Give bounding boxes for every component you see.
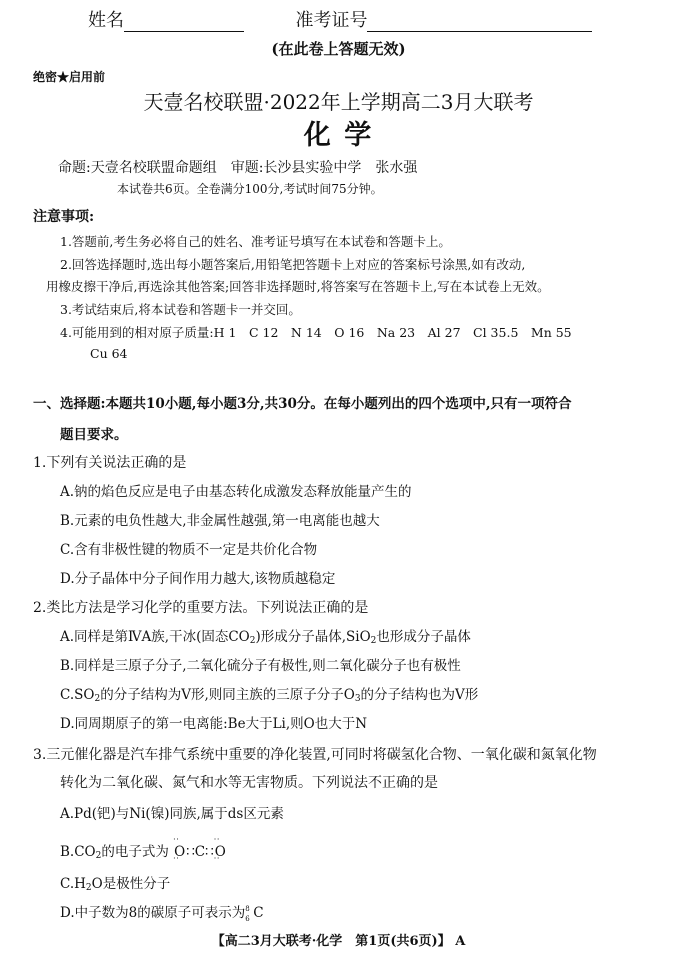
electron-dot-bonds: ∷C∷ <box>186 844 214 860</box>
q3c-text-2: O是极性分子 <box>91 876 171 892</box>
question-2-stem: 2.类比方法是学习化学的重要方法。下列说法正确的是 <box>33 600 369 616</box>
q3c-text-1: C.H <box>60 876 86 892</box>
question-1-stem: 1.下列有关说法正确的是 <box>33 455 187 471</box>
instruction-item: 用橡皮擦干净后,再选涂其他答案;回答非选择题时,将答案写在答题卡上,写在本试卷上无效。 <box>46 279 550 294</box>
q3-option-d[interactable] <box>60 905 264 921</box>
notice-heading: 注意事项: <box>33 209 95 225</box>
q3c-sub: 2 <box>85 883 92 893</box>
candidate-info <box>88 10 592 32</box>
q1-option-a[interactable]: A.钠的焰色反应是电子由基态转化成激发态释放能量产生的 <box>60 484 412 500</box>
subject-title: 化 学 <box>303 120 374 151</box>
name-blank[interactable] <box>124 13 244 32</box>
q2-option-c[interactable] <box>60 687 478 705</box>
q3-option-b[interactable] <box>60 844 227 862</box>
question-3-stem-cont: 转化为二氧化碳、氮气和水等无害物质。下列说法不正确的是 <box>60 775 438 791</box>
invalid-note: (在此卷上答题无效) <box>271 40 406 58</box>
name-label: 姓名 <box>88 10 124 31</box>
instruction-item: 3.考试结束后,将本试卷和答题卡一并交回。 <box>60 302 301 317</box>
q1-option-b[interactable]: B.元素的电负性越大,非金属性越强,第一电离能也越大 <box>60 513 380 529</box>
q1-option-c[interactable]: C.含有非极性键的物质不一定是共价化合物 <box>60 542 318 558</box>
secret-label: 绝密★启用前 <box>33 70 106 84</box>
q2-option-b[interactable]: B.同样是三原子分子,二氧化硫分子有极性,则二氧化碳分子也有极性 <box>60 658 461 674</box>
exam-id-label: 准考证号 <box>295 10 368 31</box>
q2-option-a[interactable] <box>60 629 471 647</box>
mass-number: 8 <box>245 904 250 913</box>
exam-id-blank[interactable] <box>367 13 592 32</box>
q3d-text: D.中子数为8的碳原子可表示为 <box>60 905 246 921</box>
electron-dot-o2: · · O · · <box>214 844 227 860</box>
atomic-number: 6 <box>245 914 250 923</box>
element-symbol: C <box>253 905 264 921</box>
authors-line: 命题:天壹名校联盟命题组 审题:长沙县实验中学 张水强 <box>58 160 418 176</box>
page-footer: 【高二3月大联考·化学 第1页(共6页)】 A <box>211 934 466 949</box>
instruction-item: 2.回答选择题时,选出每小题答案后,用铅笔把答题卡上对应的答案标号涂黑,如有改动, <box>60 257 526 272</box>
q2a-sub-1: 2 <box>249 636 256 646</box>
section-heading-cont: 题目要求。 <box>60 427 128 443</box>
q2a-text-2: )形成分子晶体,SiO <box>255 629 371 645</box>
q3b-text-1: B.CO <box>60 844 96 860</box>
q3b-text-2: 的电子式为 <box>101 844 169 860</box>
q2a-text-1: A.同样是第ⅣA族,干冰(固态CO <box>60 629 250 645</box>
isotope-notation <box>245 904 253 923</box>
electron-dot-o1: · · O · · <box>173 844 186 860</box>
q2a-sub-2: 2 <box>370 636 377 646</box>
q2c-text-3: 的分子结构也为V形 <box>360 687 479 703</box>
q2c-sub-2: 3 <box>354 694 361 704</box>
q1-option-d[interactable]: D.分子晶体中分子间作用力越大,该物质越稳定 <box>60 571 336 587</box>
q2c-text-1: C.SO <box>60 687 95 703</box>
q2c-text-2: 的分子结构为V形,则同主族的三原子分子O <box>100 687 355 703</box>
question-3-stem: 3.三元催化器是汽车排气系统中重要的净化装置,可同时将碳氢化合物、一氧化碳和氮氧化物 <box>33 747 597 763</box>
q3-option-a[interactable]: A.Pd(钯)与Ni(镍)同族,属于ds区元素 <box>60 806 284 822</box>
instruction-item: 4.可能用到的相对原子质量:H 1 C 12 N 14 O 16 Na 23 Al 27 Cl 35.5 Mn 55 <box>60 325 572 340</box>
q2c-sub-1: 2 <box>94 694 101 704</box>
instruction-item: Cu 64 <box>90 346 128 361</box>
section-heading: 一、选择题:本题共10小题,每小题3分,共30分。在每小题列出的四个选项中,只有一项符合 <box>33 396 572 412</box>
q2a-text-3: 也形成分子晶体 <box>376 629 471 645</box>
exam-scope: 本试卷共6页。全卷满分100分,考试时间75分钟。 <box>117 182 383 196</box>
exam-title: 天壹名校联盟·2022年上学期高二3月大联考 <box>143 90 534 114</box>
q2-option-d[interactable]: D.同周期原子的第一电离能:Be大于Li,则O也大于N <box>60 716 368 732</box>
instruction-item: 1.答题前,考生务必将自己的姓名、准考证号填写在本试卷和答题卡上。 <box>60 234 451 249</box>
q3-option-c[interactable] <box>60 876 170 894</box>
q3b-sub: 2 <box>95 851 102 861</box>
